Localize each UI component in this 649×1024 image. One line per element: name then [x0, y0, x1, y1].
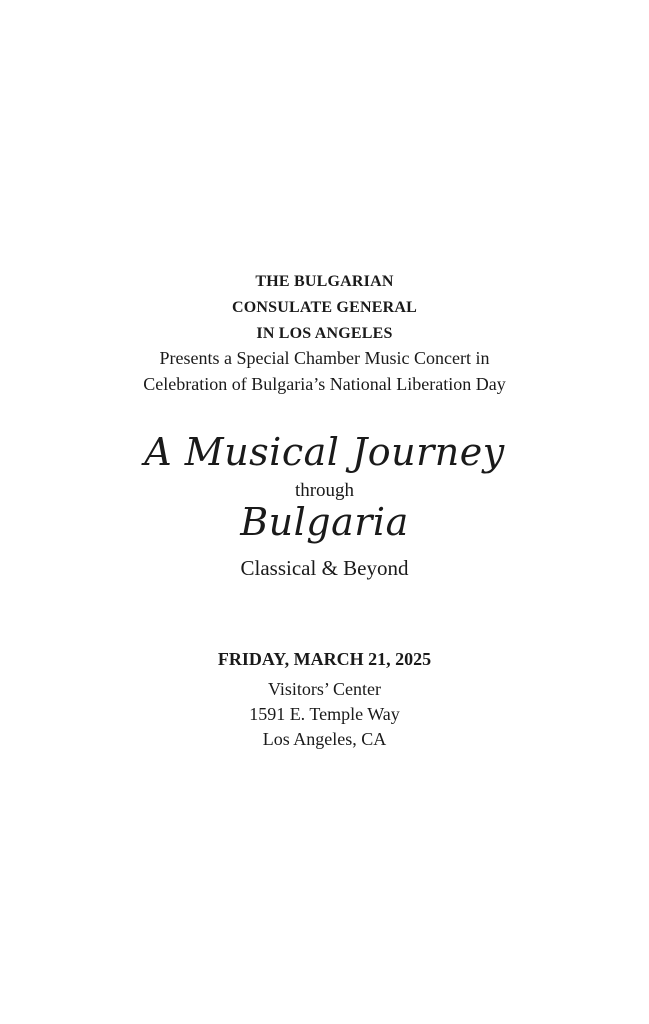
presents-line-1: Presents a Special Chamber Music Concert in — [159, 348, 490, 368]
event-venue: Visitors’ Center — [267, 679, 382, 699]
event-date: FRIDAY, MARCH 21, 2025 — [217, 649, 432, 669]
event-address: 1591 E. Temple Way — [249, 704, 400, 724]
org-line-1: THE BULGARIAN — [255, 273, 394, 290]
org-line-2: CONSULATE GENERAL — [232, 299, 417, 316]
org-line-3: IN LOS ANGELES — [256, 325, 393, 342]
title-line-1: A Musical Journey — [144, 430, 505, 474]
title-line-3: Bulgaria — [240, 500, 409, 544]
title-line-2: through — [294, 480, 355, 501]
presents-line-2: Celebration of Bulgaria’s National Liberation Day — [143, 374, 506, 394]
subtitle: Classical & Beyond — [240, 556, 409, 580]
event-city: Los Angeles, CA — [262, 729, 387, 749]
